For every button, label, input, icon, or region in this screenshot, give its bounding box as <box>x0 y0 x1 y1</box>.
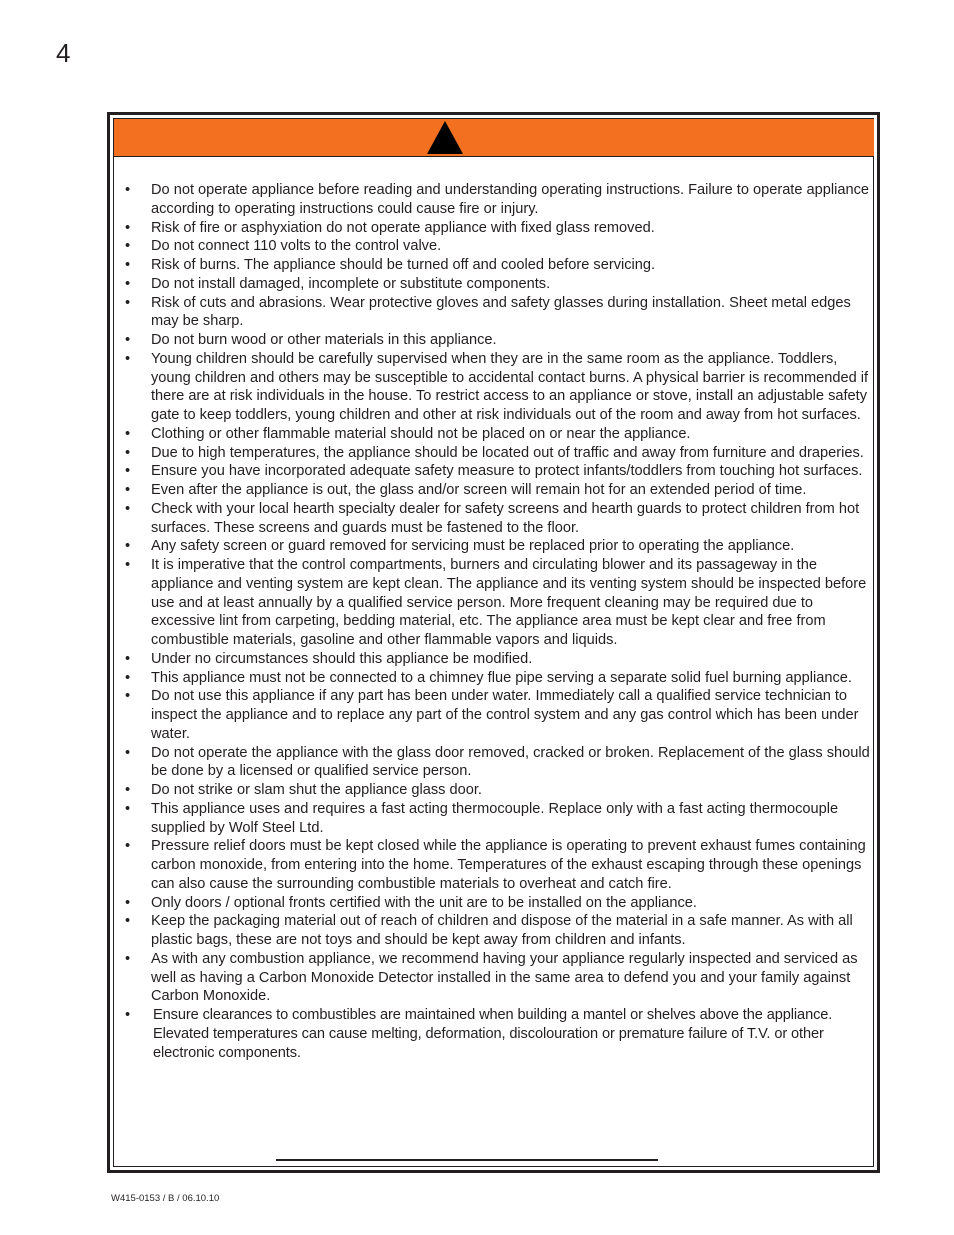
warning-list-item <box>118 744 870 782</box>
bullet-icon: • <box>125 950 131 967</box>
page-number: 4 <box>56 38 71 68</box>
bullet-icon: • <box>125 838 131 855</box>
bullet-icon: • <box>125 557 131 573</box>
bullet-icon: • <box>125 332 131 348</box>
warning-item-text: Clothing or other flammable material should not be placed on or near the appliance. <box>151 425 691 442</box>
warning-list-item <box>118 950 870 1006</box>
warning-item-text: Do not burn wood or other materials in this appliance. <box>151 332 497 348</box>
warning-item-text: Young children should be carefully supervised when they are in the same room as the appliance. Toddlers, young children and others may be susceptible to accidental contact burns. A physical barrier is recommended if there are at risk individuals in the house. To restrict access to an appliance or stove, install an adjustable safety gate to keep toddlers, young children and other at risk individuals out of the room and away from hot surfaces. <box>151 350 869 423</box>
warning-list-item <box>118 781 870 800</box>
warning-list-item <box>118 556 870 650</box>
warning-list-item <box>118 537 870 556</box>
warning-item-text: Pressure relief doors must be kept closed while the appliance is operating to prevent exhaust fumes containing carbon monoxide, from entering into the home. Temperatures of the exhaust escaping through these openings can also cause the surrounding combustible materials to overheat and catch fire. <box>151 838 866 892</box>
warning-item-text: This appliance must not be connected to a chimney flue pipe serving a separate solid fuel burning appliance. <box>151 669 852 686</box>
bullet-icon: • <box>125 913 131 930</box>
warning-list-item <box>118 331 870 350</box>
warning-banner <box>114 119 874 157</box>
warning-list-item <box>118 425 870 444</box>
bullet-icon: • <box>125 538 131 555</box>
bottom-divider <box>276 1159 658 1161</box>
warning-list-item <box>118 350 870 425</box>
bullet-icon: • <box>125 669 131 686</box>
warning-list-item <box>118 500 870 538</box>
warning-item-text: Risk of cuts and abrasions. Wear protective gloves and safety glasses during installation. Sheet metal edges may be sharp. <box>151 294 851 330</box>
warning-list-item <box>118 444 870 463</box>
warning-item-text: Check with your local hearth specialty dealer for safety screens and hearth guards to protect children from hot surfaces. These screens and guards must be fastened to the floor. <box>151 500 860 536</box>
warning-item-text: As with any combustion appliance, we recommend having your appliance regularly inspected and serviced as well as having a Carbon Monoxide Detector installed in the same area to defend you and your family against Carbon Monoxide. <box>151 950 858 1005</box>
warning-list-item <box>118 237 870 256</box>
bullet-icon: • <box>125 182 131 198</box>
bullet-icon: • <box>125 1007 131 1023</box>
document-code: W415-0153 / B / 06.10.10 <box>111 1193 220 1204</box>
warning-list-item <box>118 481 870 500</box>
warning-item-text: Risk of burns. The appliance should be turned off and cooled before servicing. <box>151 257 656 273</box>
warning-item-text: Ensure clearances to combustibles are maintained when building a mantel or shelves above the appliance. Elevated temperatures can cause melting, deformation, discolouration or premature failure of T.V. or other electronic components. <box>153 1007 833 1061</box>
bullet-icon: • <box>125 238 131 255</box>
warning-item-text: It is imperative that the control compartments, burners and circulating blower and its passageway in the appliance and venting system are kept clean. The appliance and its venting system should be inspected before use and at least annually by a qualified service person. More frequent cleaning may be required due to excessive lint from carpeting, bedding material, etc. The appliance area must be kept clear and free from combustible materials, gasoline and other flammable vapors and liquids. <box>151 557 867 648</box>
warning-triangle-icon <box>427 121 463 154</box>
bullet-icon: • <box>125 294 131 311</box>
bullet-icon: • <box>125 275 131 292</box>
warning-item-text: Do not connect 110 volts to the control valve. <box>151 238 442 255</box>
warning-list-item <box>118 462 870 481</box>
warning-list-item <box>118 687 870 743</box>
bullet-icon: • <box>125 482 131 498</box>
bullet-icon: • <box>125 688 131 705</box>
warning-item-text: Do not use this appliance if any part has been under water. Immediately call a qualified service technician to inspect the appliance and to replace any part of the control system and any gas control which has been under water. <box>151 688 859 742</box>
bullet-icon: • <box>125 257 131 273</box>
warning-list-item <box>118 894 870 913</box>
warning-item-text: Only doors / optional fronts certified with the unit are to be installed on the appliance. <box>151 894 697 911</box>
warning-item-text: Do not strike or slam shut the appliance glass door. <box>151 782 482 798</box>
bullet-icon: • <box>125 463 131 480</box>
warning-list-item <box>118 275 870 294</box>
warning-list-item <box>118 800 870 838</box>
warning-list-item <box>118 294 870 332</box>
warning-list-item <box>118 669 870 688</box>
warning-list-item <box>118 1006 870 1062</box>
warning-item-text: Do not operate appliance before reading and understanding operating instructions. Failure to operate appliance according to operating instructions could cause fire or injury. <box>151 182 870 217</box>
warning-item-text: This appliance uses and requires a fast acting thermocouple. Replace only with a fast acting thermocouple supplied by Wolf Steel Ltd. <box>151 800 839 836</box>
warning-item-text: Even after the appliance is out, the glass and/or screen will remain hot for an extended period of time. <box>151 482 807 498</box>
bullet-icon: • <box>125 425 131 442</box>
warning-item-text: Do not install damaged, incomplete or substitute components. <box>151 275 551 292</box>
bullet-icon: • <box>125 350 131 367</box>
warning-item-text: Under no circumstances should this appliance be modified. <box>151 650 533 667</box>
bullet-icon: • <box>125 650 131 667</box>
warning-list-item <box>118 256 870 275</box>
warning-list-item <box>118 219 870 238</box>
warning-list-item <box>118 837 870 893</box>
bullet-icon: • <box>125 782 131 798</box>
bullet-icon: • <box>125 894 131 911</box>
warning-list-item <box>118 912 870 950</box>
warning-item-text: Due to high temperatures, the appliance should be located out of traffic and away from furniture and draperies. <box>151 444 864 461</box>
warning-list-item <box>118 650 870 669</box>
warning-item-text: Keep the packaging material out of reach of children and dispose of the material in a safe manner. As with all plastic bags, these are not toys and should be kept away from children and infants. <box>151 913 853 948</box>
warning-item-text: Ensure you have incorporated adequate safety measure to protect infants/toddlers from touching hot surfaces. <box>151 463 863 480</box>
bullet-icon: • <box>125 744 131 761</box>
warning-item-text: Risk of fire or asphyxiation do not operate appliance with fixed glass removed. <box>151 219 655 236</box>
warning-item-text: Any safety screen or guard removed for servicing must be replaced prior to operating the appliance. <box>151 538 795 555</box>
bullet-icon: • <box>125 500 131 517</box>
warning-item-text: Do not operate the appliance with the glass door removed, cracked or broken. Replacement of the glass should be done by a licensed or qualified service person. <box>151 744 870 780</box>
bullet-icon: • <box>125 800 131 817</box>
bullet-icon: • <box>125 444 131 461</box>
warning-list <box>118 181 870 1062</box>
bullet-icon: • <box>125 219 131 236</box>
warning-list-item <box>118 181 870 219</box>
